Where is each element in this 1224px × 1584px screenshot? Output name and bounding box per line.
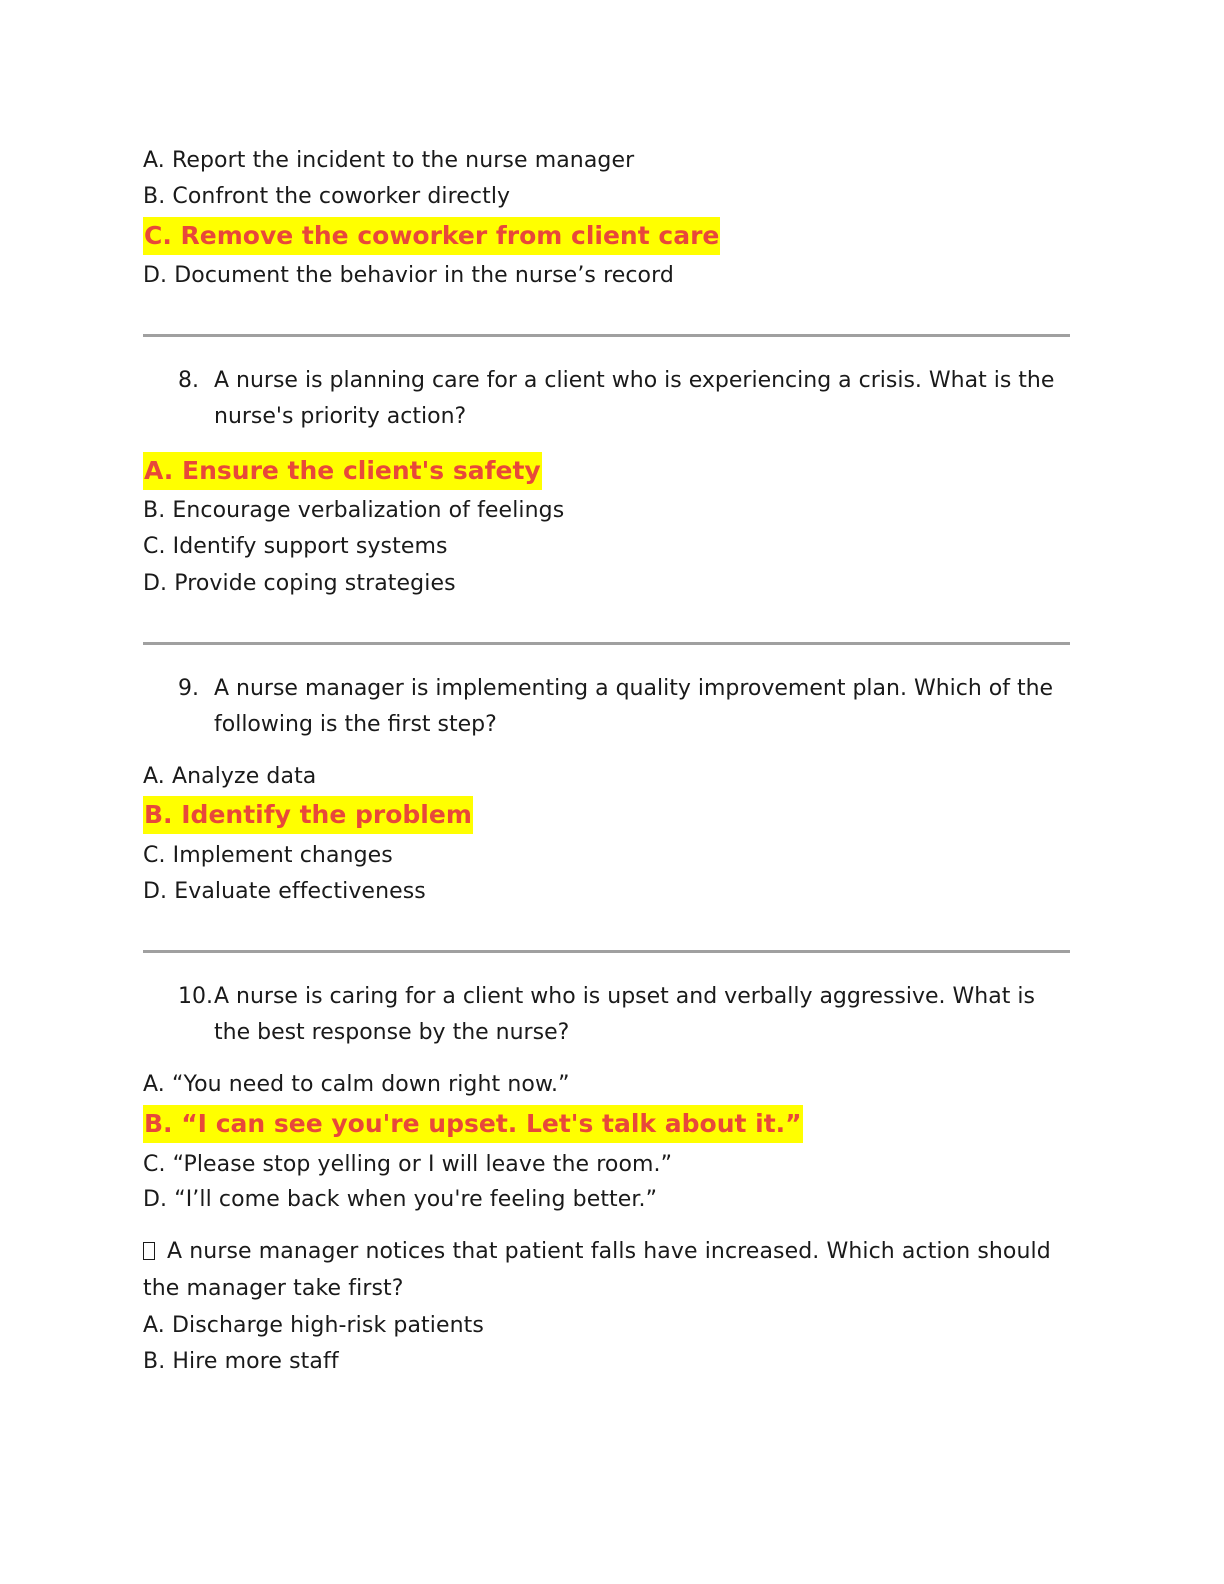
q9-option-d: D. Evaluate effectiveness bbox=[143, 879, 426, 904]
q9-stem-line-1: A nurse manager is implementing a quality improvement plan. Which of the bbox=[214, 676, 1054, 701]
q11-stem-line-1-row bbox=[143, 1237, 1051, 1267]
missing-glyph-box-icon bbox=[143, 1242, 155, 1260]
q9-option-b-correct-answer: B. Identify the problem bbox=[143, 796, 473, 834]
q10-number: 10. bbox=[178, 984, 213, 1009]
q7-option-a: A. Report the incident to the nurse manager bbox=[143, 148, 635, 173]
q8-stem-line-1: A nurse is planning care for a client who is experiencing a crisis. What is the bbox=[214, 368, 1055, 393]
divider-1 bbox=[143, 334, 1070, 337]
q10-stem-line-1: A nurse is caring for a client who is upset and verbally aggressive. What is bbox=[214, 984, 1035, 1009]
q10-option-b-correct-answer: B. “I can see you're upset. Let's talk about it.” bbox=[143, 1105, 803, 1143]
divider-3 bbox=[143, 950, 1070, 953]
q8-stem-line-2: nurse's priority action? bbox=[214, 404, 467, 429]
q11-option-a: A. Discharge high-risk patients bbox=[143, 1313, 484, 1338]
q8-option-c: C. Identify support systems bbox=[143, 534, 448, 559]
q7-option-c-correct-answer: C. Remove the coworker from client care bbox=[143, 217, 720, 255]
q9-stem-line-2: following is the first step? bbox=[214, 712, 497, 737]
divider-2 bbox=[143, 642, 1070, 645]
q10-stem-line-2: the best response by the nurse? bbox=[214, 1020, 570, 1045]
q10-option-d: D. “I’ll come back when you're feeling better.” bbox=[143, 1187, 658, 1212]
q11-stem-line-2: the manager take first? bbox=[143, 1276, 404, 1301]
q8-number: 8. bbox=[178, 368, 199, 393]
q8-option-d: D. Provide coping strategies bbox=[143, 571, 456, 596]
q11-option-b: B. Hire more staff bbox=[143, 1349, 339, 1374]
q8-option-b: B. Encourage verbalization of feelings bbox=[143, 498, 565, 523]
q11-stem-line-1: A nurse manager notices that patient falls have increased. Which action should bbox=[167, 1239, 1051, 1264]
q10-option-a: A. “You need to calm down right now.” bbox=[143, 1072, 570, 1097]
q8-option-a-correct-answer: A. Ensure the client's safety bbox=[143, 452, 542, 490]
q9-number: 9. bbox=[178, 676, 199, 701]
q10-option-c: C. “Please stop yelling or I will leave the room.” bbox=[143, 1152, 673, 1177]
q7-option-b: B. Confront the coworker directly bbox=[143, 184, 511, 209]
q9-option-c: C. Implement changes bbox=[143, 843, 393, 868]
q9-option-a: A. Analyze data bbox=[143, 764, 317, 789]
q7-option-d: D. Document the behavior in the nurse’s record bbox=[143, 263, 674, 288]
